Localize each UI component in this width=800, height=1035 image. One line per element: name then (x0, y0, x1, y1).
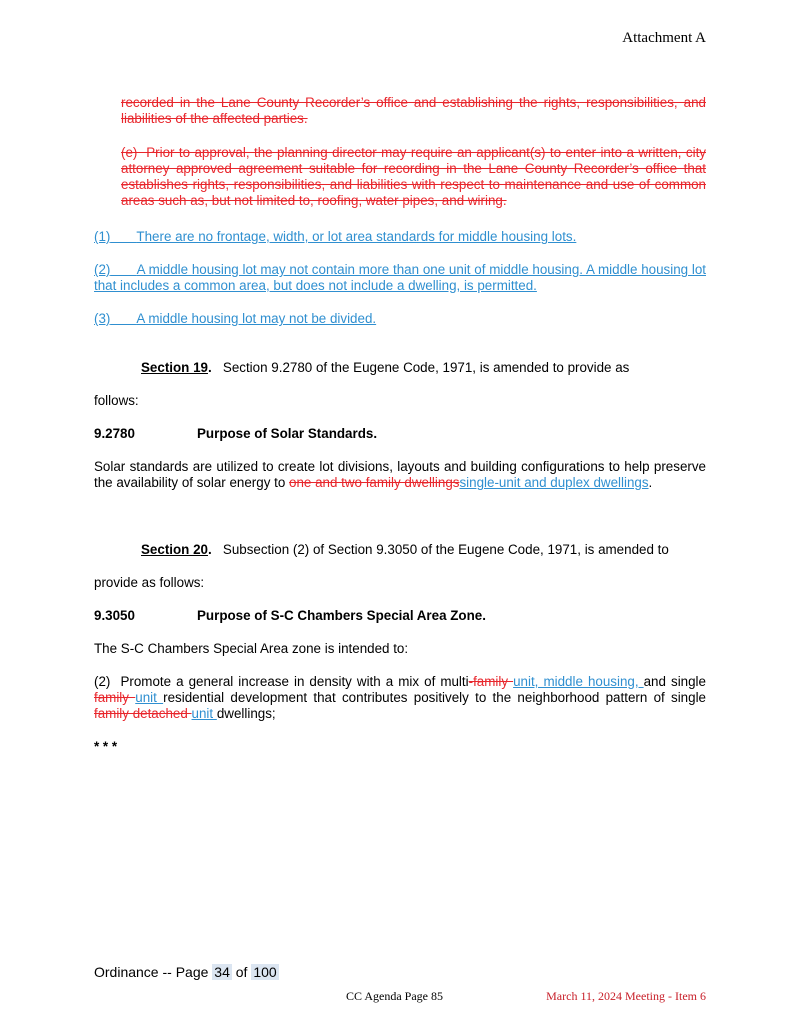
section-19-label: Section 19 (141, 360, 208, 375)
section-19-intro: Section 19. Section 9.2780 of the Eugene Code, 1971, is amended to provide as (141, 360, 630, 375)
item-number: (3) (94, 311, 111, 326)
deleted-text: family (94, 690, 136, 705)
section-20-label: Section 20 (141, 542, 208, 557)
inserted-text: unit, middle housing, (513, 674, 644, 689)
item-text: A middle housing lot may not contain more than one unit of middle housing. A middle housing lot that includes a common area, but does not include a dwelling, is permitted. (94, 262, 706, 293)
section-20-subsection-2: (2) Promote a general increase in density with a mix of multi-family unit, middle housing, and single family unit residential development that contributes positively to the neighborhood pattern of single family detached unit dwellings; (94, 674, 707, 721)
section-19-follows: follows: (94, 393, 139, 408)
inserted-text: single-unit and duplex dwellings (459, 475, 649, 490)
section-19-code: 9.2780 (94, 426, 135, 441)
deleted-text: one and two family dwellings (289, 475, 460, 490)
section-20-follows: provide as follows: (94, 575, 205, 590)
section-19-body: Solar standards are utilized to create lot divisions, layouts and building configurations to help preserve the availability of solar energy to one and two family dwellingssingle-unit and duplex dwellings. (94, 459, 706, 490)
item-text: There are no frontage, width, or lot area standards for middle housing lots. (136, 229, 577, 244)
item-number: (2) (94, 262, 111, 277)
agenda-page-label: CC Agenda Page 85 (346, 989, 443, 1003)
inserted-text: unit (135, 690, 164, 705)
inserted-item-2 (94, 262, 706, 294)
stricken-paragraph-a: recorded in the Lane County Recorder’s office and establishing the rights, responsibilities, and liabilities of the affected parties. (121, 95, 706, 126)
item-number: (1) (94, 229, 111, 244)
page-total: 100 (253, 964, 277, 980)
deleted-text: -family (468, 674, 514, 689)
inserted-text: unit (191, 706, 217, 721)
section-19-heading: Purpose of Solar Standards. (197, 426, 378, 441)
section-20-intro: Section 20. Subsection (2) of Section 9.3050 of the Eugene Code, 1971, is amended to (141, 542, 669, 557)
section-20-intro-text: Subsection (2) of Section 9.3050 of the Eugene Code, 1971, is amended to (222, 542, 669, 557)
section-20-code: 9.3050 (94, 608, 135, 623)
item-text: A middle housing lot may not be divided. (136, 311, 377, 326)
inserted-item-3 (94, 311, 706, 327)
zone-intro: The S-C Chambers Special Area zone is intended to: (94, 641, 409, 656)
page-number: 34 (214, 964, 230, 980)
meeting-label: March 11, 2024 Meeting - Item 6 (546, 989, 706, 1003)
deleted-text: family detached (94, 706, 192, 721)
stricken-paragraph-e: (e) Prior to approval, the planning director may require an applicant(s) to enter into a written, city attorney approved agreement suitable for recording in the Lane County Recorder’s office that establishes rights, responsibilities, and liabilities with respect to maintenance and use of common areas such as, but not limited to, roofing, water pipes, and wiring. (121, 145, 706, 208)
ordinance-page-footer: Ordinance -- Page 34 of 100 (94, 964, 277, 980)
section-20-heading: Purpose of S-C Chambers Special Area Zone. (197, 608, 486, 623)
attachment-label: Attachment A (622, 30, 706, 46)
continuation-stars: * * * (94, 739, 118, 754)
section-19-intro-text: Section 9.2780 of the Eugene Code, 1971, is amended to provide as (222, 360, 630, 375)
inserted-item-1 (94, 229, 706, 245)
